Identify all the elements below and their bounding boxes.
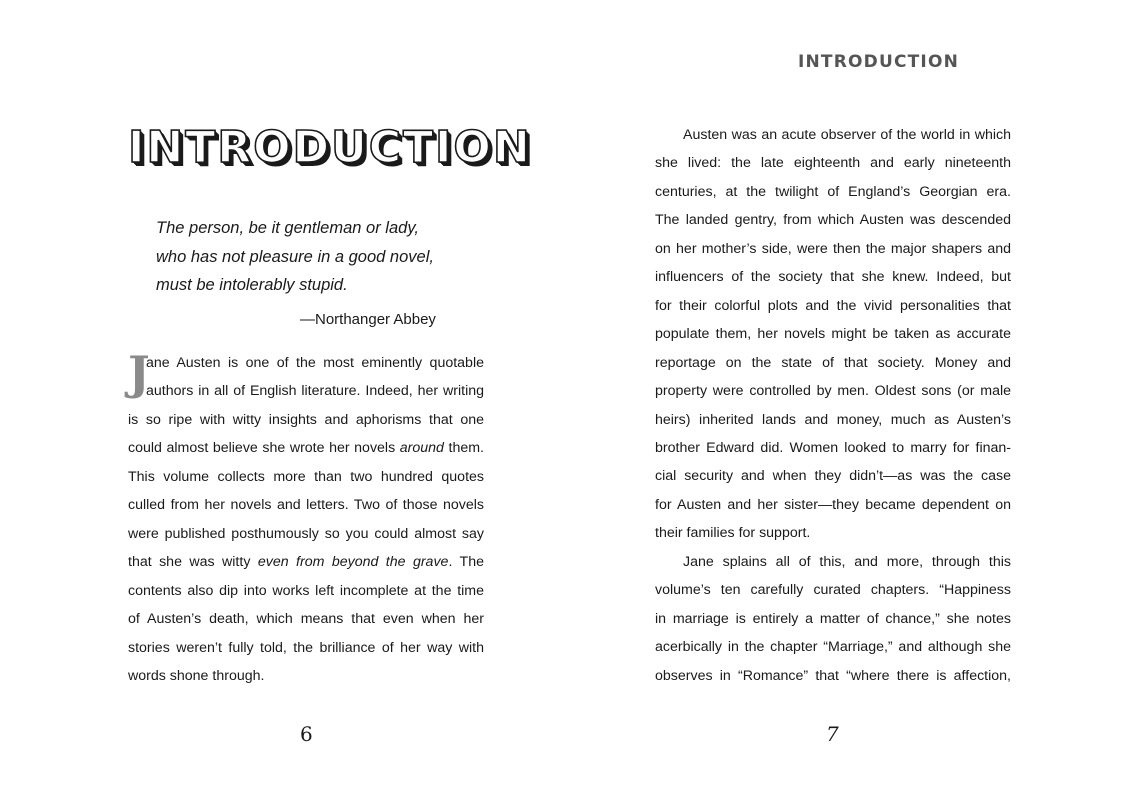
text-line: observes in “Romance” that “where there is affection, [655, 667, 1011, 684]
text-line: is so ripe with witty insights and aphorisms that one [128, 411, 484, 428]
text-line: stories weren’t fully told, the brilliance of her way with [128, 639, 484, 656]
page-number: 7 [826, 722, 839, 746]
text-line [128, 548, 484, 576]
text-line: of Austen’s death, which means that even when her [128, 611, 484, 628]
body-text [128, 346, 484, 690]
text-line: for Austen and her sister—they became dependent on [655, 496, 1011, 513]
text-line: words shone through. [128, 667, 265, 684]
text-line: on her mother’s side, were then the major shapers and [655, 240, 1011, 257]
epigraph-line: The person, be it gentleman or lady, [156, 219, 419, 237]
text-line: acerbically in the chapter “Marriage,” and although she [655, 639, 1011, 656]
page-number: 6 [300, 722, 313, 746]
italic-run: even from beyond the grave [257, 554, 449, 571]
text-line: volume’s ten carefully curated chapters. “Happiness [655, 582, 1011, 599]
epigraph-attribution: —Northanger Abbey [300, 311, 436, 328]
running-head [570, 52, 1139, 72]
text-line: heirs) inherited lands and money, much as Austen’s [655, 411, 1011, 428]
text-line: brother Edward did. Women looked to marry for finan- [655, 439, 1011, 456]
epigraph-line: who has not pleasure in a good novel, [156, 247, 434, 266]
text-line: Austen was an acute observer of the world in which [683, 127, 1011, 143]
epigraph [156, 214, 486, 300]
chapter-title: INTRODUCTION [128, 122, 532, 173]
text-line: cial security and when they didn’t—as was the case [655, 468, 1011, 485]
text-line [128, 434, 484, 462]
epigraph-line: must be intolerably stupid. [156, 276, 348, 294]
text-line: populate them, her novels might be taken as accurate [655, 326, 1011, 343]
text-line: for their colorful plots and the vivid personalities that [655, 297, 1011, 314]
text-line: in marriage is entirely a matter of chance,” she notes [655, 610, 1011, 627]
text-run: that she was witty [128, 554, 258, 571]
text-line: authors in all of English literature. Indeed, her writing [146, 383, 484, 400]
text-run: . The [448, 554, 484, 571]
text-line: contents also dip into works left incomplete at the time [128, 582, 484, 599]
text-line: centuries, at the twilight of England’s Georgian era. [655, 183, 1011, 200]
text-line: Jane splains all of this, and more, through this [683, 553, 1011, 570]
text-line: were published posthumously so you could almost say [128, 525, 484, 542]
left-page [0, 0, 569, 796]
text-line: their families for support. [655, 525, 811, 542]
italic-run: around [399, 440, 444, 457]
text-line: reportage on the state of that society. Money and [655, 354, 1011, 371]
text-run: them. [443, 440, 484, 457]
text-line: property were controlled by men. Oldest sons (or male [655, 383, 1011, 400]
body-text [655, 121, 1011, 690]
text-line: This volume collects more than two hundred quotes [128, 468, 484, 485]
text-line: she lived: the late eighteenth and early nineteenth [655, 155, 1011, 172]
text-line: influencers of the society that she knew. Indeed, but [655, 269, 1011, 286]
drop-cap: J [128, 346, 150, 400]
text-run: could almost believe she wrote her novels [128, 440, 400, 457]
text-line: ane Austen is one of the most eminently quotable [146, 355, 484, 371]
right-page [570, 0, 1139, 796]
running-head-text: INTRODUCTION [797, 52, 960, 72]
text-line: The landed gentry, from which Austen was descended [655, 212, 1011, 229]
text-line: culled from her novels and letters. Two of those novels [128, 497, 484, 514]
